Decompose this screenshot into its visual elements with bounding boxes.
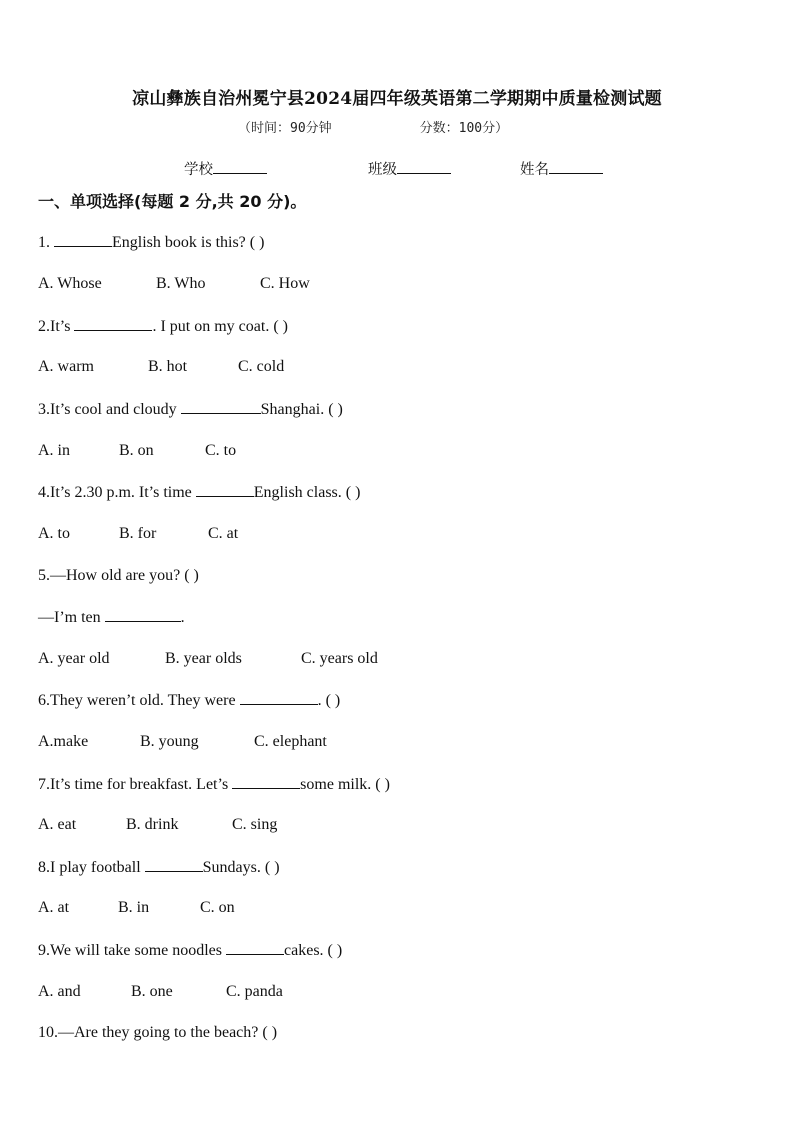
options-8 — [38, 899, 235, 917]
question-1 — [38, 233, 264, 252]
option-c[interactable]: C. cold — [238, 358, 285, 375]
option-a[interactable]: A. warm — [38, 358, 94, 375]
options-7 — [38, 816, 277, 834]
question-text-post: . I put on my coat. ( ) — [152, 318, 288, 335]
option-c[interactable]: C. to — [205, 442, 237, 459]
option-a[interactable]: A. and — [38, 983, 81, 1000]
answer-blank[interactable] — [226, 941, 284, 955]
question-text-post: Shanghai. ( ) — [260, 401, 343, 418]
class-field — [368, 158, 451, 179]
question-2 — [38, 317, 288, 336]
exam-meta — [238, 117, 508, 136]
question-7 — [38, 775, 390, 794]
question-text-post: some milk. ( ) — [300, 776, 390, 793]
option-b[interactable]: B. in — [118, 899, 150, 916]
options-1 — [38, 275, 310, 293]
name-label: 姓名 — [520, 162, 549, 178]
question-text-post: English book is this? ( ) — [112, 234, 265, 251]
option-c[interactable]: C. on — [200, 899, 235, 916]
class-label: 班级 — [368, 162, 397, 178]
question-text-pre: 1. — [38, 234, 54, 251]
question-text-pre: 10.—Are they going to the beach? ( ) — [38, 1024, 278, 1041]
question-text-pre: 9.We will take some noodles — [38, 942, 227, 959]
school-field — [184, 158, 267, 179]
question-8 — [38, 858, 280, 877]
question-text-post: Sundays. ( ) — [202, 859, 280, 876]
option-c[interactable]: C. panda — [226, 983, 283, 1000]
question-5-reply — [38, 608, 185, 627]
option-c[interactable]: C. elephant — [254, 733, 327, 750]
answer-blank[interactable] — [181, 400, 261, 414]
option-a[interactable]: A. Whose — [38, 275, 102, 292]
question-10 — [38, 1024, 277, 1042]
option-a[interactable]: A. to — [38, 525, 70, 542]
question-text-pre: 8.I play football — [38, 859, 145, 876]
answer-blank[interactable] — [196, 483, 254, 497]
options-9 — [38, 983, 283, 1001]
answer-blank[interactable] — [54, 233, 112, 247]
section-heading: 一、单项选择(每题 2 分,共 20 分)。 — [38, 192, 307, 211]
question-text-pre: 6.They weren’t old. They were — [38, 692, 240, 709]
question-text-post: cakes. ( ) — [284, 942, 343, 959]
option-c[interactable]: C. How — [260, 275, 310, 292]
question-text-pre: 3.It’s cool and cloudy — [38, 401, 181, 418]
question-text-post: . ( ) — [317, 692, 341, 709]
question-4 — [38, 483, 360, 502]
option-b[interactable]: B. young — [140, 733, 199, 750]
options-3 — [38, 442, 236, 460]
options-4 — [38, 525, 238, 543]
question-6 — [38, 691, 340, 710]
answer-blank[interactable] — [240, 691, 318, 705]
option-a[interactable]: A. in — [38, 442, 70, 459]
option-a[interactable]: A. at — [38, 899, 70, 916]
name-blank[interactable] — [549, 161, 603, 174]
option-b[interactable]: B. year olds — [165, 650, 242, 667]
question-text-pre: 2.It’s — [38, 318, 75, 335]
answer-blank[interactable] — [105, 608, 181, 622]
option-a[interactable]: A. eat — [38, 816, 77, 833]
question-9 — [38, 941, 342, 960]
name-field — [520, 158, 603, 179]
question-text-pre: 5.—How old are you? ( ) — [38, 567, 199, 584]
option-b[interactable]: B. for — [119, 525, 157, 542]
question-3 — [38, 400, 343, 419]
reply-text-post: . — [180, 609, 185, 626]
option-b[interactable]: B. drink — [126, 816, 179, 833]
time-limit: （时间：90分钟 — [238, 121, 332, 136]
option-c[interactable]: C. sing — [232, 816, 278, 833]
options-2 — [38, 358, 284, 376]
question-text-pre: 4.It’s 2.30 p.m. It’s time — [38, 484, 196, 501]
total-score: 分数：100分） — [419, 121, 509, 136]
option-a[interactable]: A.make — [38, 733, 89, 750]
school-label: 学校 — [184, 162, 213, 178]
option-b[interactable]: B. hot — [148, 358, 188, 375]
school-blank[interactable] — [213, 161, 267, 174]
options-6 — [38, 733, 327, 751]
answer-blank[interactable] — [74, 317, 152, 331]
option-b[interactable]: B. one — [131, 983, 173, 1000]
options-5 — [38, 650, 378, 668]
class-blank[interactable] — [397, 161, 451, 174]
option-a[interactable]: A. year old — [38, 650, 110, 667]
question-5 — [38, 567, 199, 585]
option-b[interactable]: B. Who — [156, 275, 206, 292]
reply-text-pre: —I’m ten — [38, 609, 105, 626]
option-c[interactable]: C. years old — [301, 650, 378, 667]
question-text-pre: 7.It’s time for breakfast. Let’s — [38, 776, 233, 793]
answer-blank[interactable] — [232, 775, 300, 789]
answer-blank[interactable] — [145, 858, 203, 872]
page-title: 凉山彝族自治州冕宁县2024届四年级英语第二学期期中质量检测试题 — [132, 89, 662, 109]
option-b[interactable]: B. on — [119, 442, 154, 459]
option-c[interactable]: C. at — [208, 525, 239, 542]
question-text-post: English class. ( ) — [253, 484, 361, 501]
